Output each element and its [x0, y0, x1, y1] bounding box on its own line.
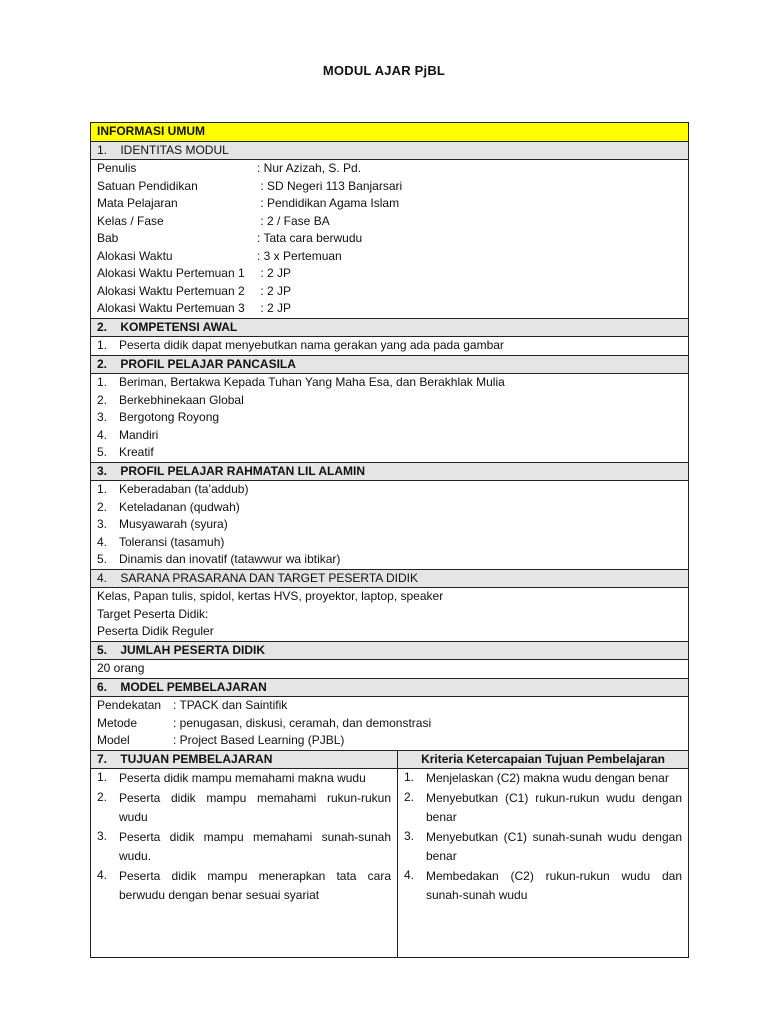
field-row: [97, 195, 682, 213]
informasi-umum-header: INFORMASI UMUM: [91, 123, 689, 142]
sarana-list: [91, 588, 689, 642]
field-label: Kelas / Fase: [97, 213, 164, 228]
list-item: [404, 828, 682, 867]
list-text: Menyebutkan (C1) rukun-rukun wudu dengan benar: [426, 790, 682, 824]
list-text: Beriman, Bertakwa Kepada Tuhan Yang Maha Esa, dan Berakhlak Mulia: [119, 375, 505, 389]
field-label: Alokasi Waktu Pertemuan 3: [97, 301, 245, 315]
jumlah-value: 20 orang: [91, 660, 689, 679]
list-item: [97, 337, 682, 355]
list-number: 2.: [97, 499, 108, 514]
field-label: Satuan Pendidikan: [97, 178, 198, 193]
kriteria-header: Kriteria Ketercapaian Tujuan Pembelajaran: [398, 750, 689, 769]
profil-rahmatan-list: [91, 481, 689, 570]
field-value: : Tata cara berwudu: [257, 231, 363, 245]
field-value: : SD Negeri 113 Banjarsari: [257, 178, 403, 193]
list-item: [97, 551, 682, 569]
list-number: 4.: [97, 427, 108, 442]
list-text: Menjelaskan (C2) makna wudu dengan benar: [426, 771, 669, 785]
list-item: [404, 769, 682, 789]
module-table: [90, 122, 689, 958]
identitas-header: 1. IDENTITAS MODUL: [91, 141, 689, 160]
list-number: 4.: [404, 867, 415, 882]
field-row: [97, 230, 682, 248]
field-value: : 3 x Pertemuan: [257, 248, 342, 263]
list-item: [97, 409, 682, 427]
list-text: Dinamis dan inovatif (tatawwur wa ibtikar): [119, 552, 341, 566]
list-text: Membedakan (C2) rukun-rukun wudu dan sunah-sunah wudu: [426, 868, 682, 902]
list-text: Musyawarah (syura): [119, 517, 228, 531]
list-number: 1.: [404, 770, 415, 784]
field-label: Bab: [97, 231, 119, 245]
model-header: 6. MODEL PEMBELAJARAN: [91, 678, 689, 697]
list-number: 3.: [97, 410, 108, 424]
field-row: [97, 178, 682, 196]
list-number: 2.: [404, 789, 415, 804]
identitas-list: [91, 160, 689, 319]
list-text: Bergotong Royong: [119, 410, 220, 424]
list-item: [97, 481, 682, 499]
text-line: Peserta Didik Reguler: [97, 624, 214, 638]
model-list: [91, 697, 689, 751]
field-value: : Project Based Learning (PJBL): [173, 733, 345, 747]
list-number: 3.: [97, 517, 108, 531]
list-number: 1.: [97, 482, 108, 496]
list-number: 4.: [97, 867, 108, 882]
field-label: Alokasi Waktu Pertemuan 1: [97, 266, 245, 280]
list-text: Berkebhinekaan Global: [119, 392, 244, 407]
kompetensi-list: [91, 337, 689, 356]
list-text: Menyebutkan (C1) sunah-sunah wudu dengan benar: [426, 829, 682, 863]
list-item: [97, 392, 682, 410]
list-item: [404, 789, 682, 828]
tujuan-header: 7. TUJUAN PEMBELAJARAN: [91, 750, 398, 769]
list-text: Peserta didik dapat menyebutkan nama gerakan yang ada pada gambar: [119, 338, 504, 352]
field-value: : 2 JP: [257, 283, 292, 298]
list-text: Kreatif: [119, 445, 154, 459]
field-label: Alokasi Waktu: [97, 248, 173, 263]
list-item: [404, 867, 682, 906]
list-item: [97, 516, 682, 534]
list-item: [97, 444, 682, 462]
list-item: [97, 499, 682, 517]
list-text: Mandiri: [119, 427, 159, 442]
text-line: Kelas, Papan tulis, spidol, kertas HVS, proyektor, laptop, speaker: [97, 589, 444, 603]
list-item: [97, 789, 391, 828]
tujuan-list: [91, 769, 398, 958]
list-number: 2.: [97, 392, 108, 407]
list-text: Keteladanan (qudwah): [119, 499, 240, 514]
field-row: [97, 697, 682, 715]
list-number: 5.: [97, 552, 108, 566]
field-value: : 2 / Fase BA: [257, 213, 330, 228]
profil-pancasila-list: [91, 374, 689, 463]
field-row: [97, 265, 682, 283]
kriteria-list: [398, 769, 689, 958]
list-number: 2.: [97, 789, 108, 804]
list-number: 3.: [404, 828, 415, 843]
list-number: 4.: [97, 534, 108, 549]
field-value: : Nur Azizah, S. Pd.: [257, 161, 362, 175]
field-label: Penulis: [97, 161, 137, 175]
list-number: 1.: [97, 338, 108, 352]
list-item: [97, 828, 391, 867]
field-label: Mata Pelajaran: [97, 196, 178, 210]
field-value: : Pendidikan Agama Islam: [257, 196, 400, 210]
field-row: [97, 248, 682, 266]
list-item: [97, 534, 682, 552]
list-number: 5.: [97, 445, 108, 459]
list-text: Peserta didik mampu menerapkan tata cara berwudu dengan benar sesuai syariat: [119, 868, 391, 902]
field-label: Model: [97, 733, 130, 747]
list-text: Peserta didik mampu memahami rukun-rukun wudu: [119, 790, 391, 824]
field-value: : 2 JP: [257, 301, 292, 315]
field-row: [97, 715, 682, 733]
field-row: [97, 213, 682, 231]
list-item: [97, 427, 682, 445]
jumlah-header: 5. JUMLAH PESERTA DIDIK: [91, 641, 689, 660]
field-value: : 2 JP: [257, 266, 292, 280]
document-title: MODUL AJAR PjBL: [322, 63, 446, 78]
profil-pancasila-header: 2. PROFIL PELAJAR PANCASILA: [91, 355, 689, 374]
text-line: Target Peserta Didik:: [97, 606, 209, 621]
list-text: Keberadaban (ta’addub): [119, 482, 249, 496]
list-text: Peserta didik mampu memahami sunah-sunah wudu.: [119, 829, 391, 863]
field-row: [97, 160, 682, 178]
list-item: [97, 867, 391, 906]
list-number: 3.: [97, 828, 108, 843]
list-number: 1.: [97, 375, 108, 389]
field-row: [97, 283, 682, 301]
kompetensi-header: 2. KOMPETENSI AWAL: [91, 318, 689, 337]
field-value: : TPACK dan Saintifik: [173, 698, 288, 712]
list-number: 1.: [97, 770, 108, 784]
field-row: [97, 300, 682, 318]
sarana-header: 4. SARANA PRASARANA DAN TARGET PESERTA DIDIK: [91, 569, 689, 588]
list-item: [97, 769, 391, 789]
field-label: Alokasi Waktu Pertemuan 2: [97, 283, 245, 298]
field-label: Metode: [97, 715, 138, 730]
list-text: Peserta didik mampu memahami makna wudu: [119, 771, 366, 785]
field-row: [97, 732, 682, 750]
list-item: [97, 374, 682, 392]
list-text: Toleransi (tasamuh): [119, 534, 225, 549]
field-label: Pendekatan: [97, 698, 162, 712]
profil-rahmatan-header: 3. PROFIL PELAJAR RAHMATAN LIL ALAMIN: [91, 462, 689, 481]
field-value: : penugasan, diskusi, ceramah, dan demonstrasi: [173, 715, 432, 730]
